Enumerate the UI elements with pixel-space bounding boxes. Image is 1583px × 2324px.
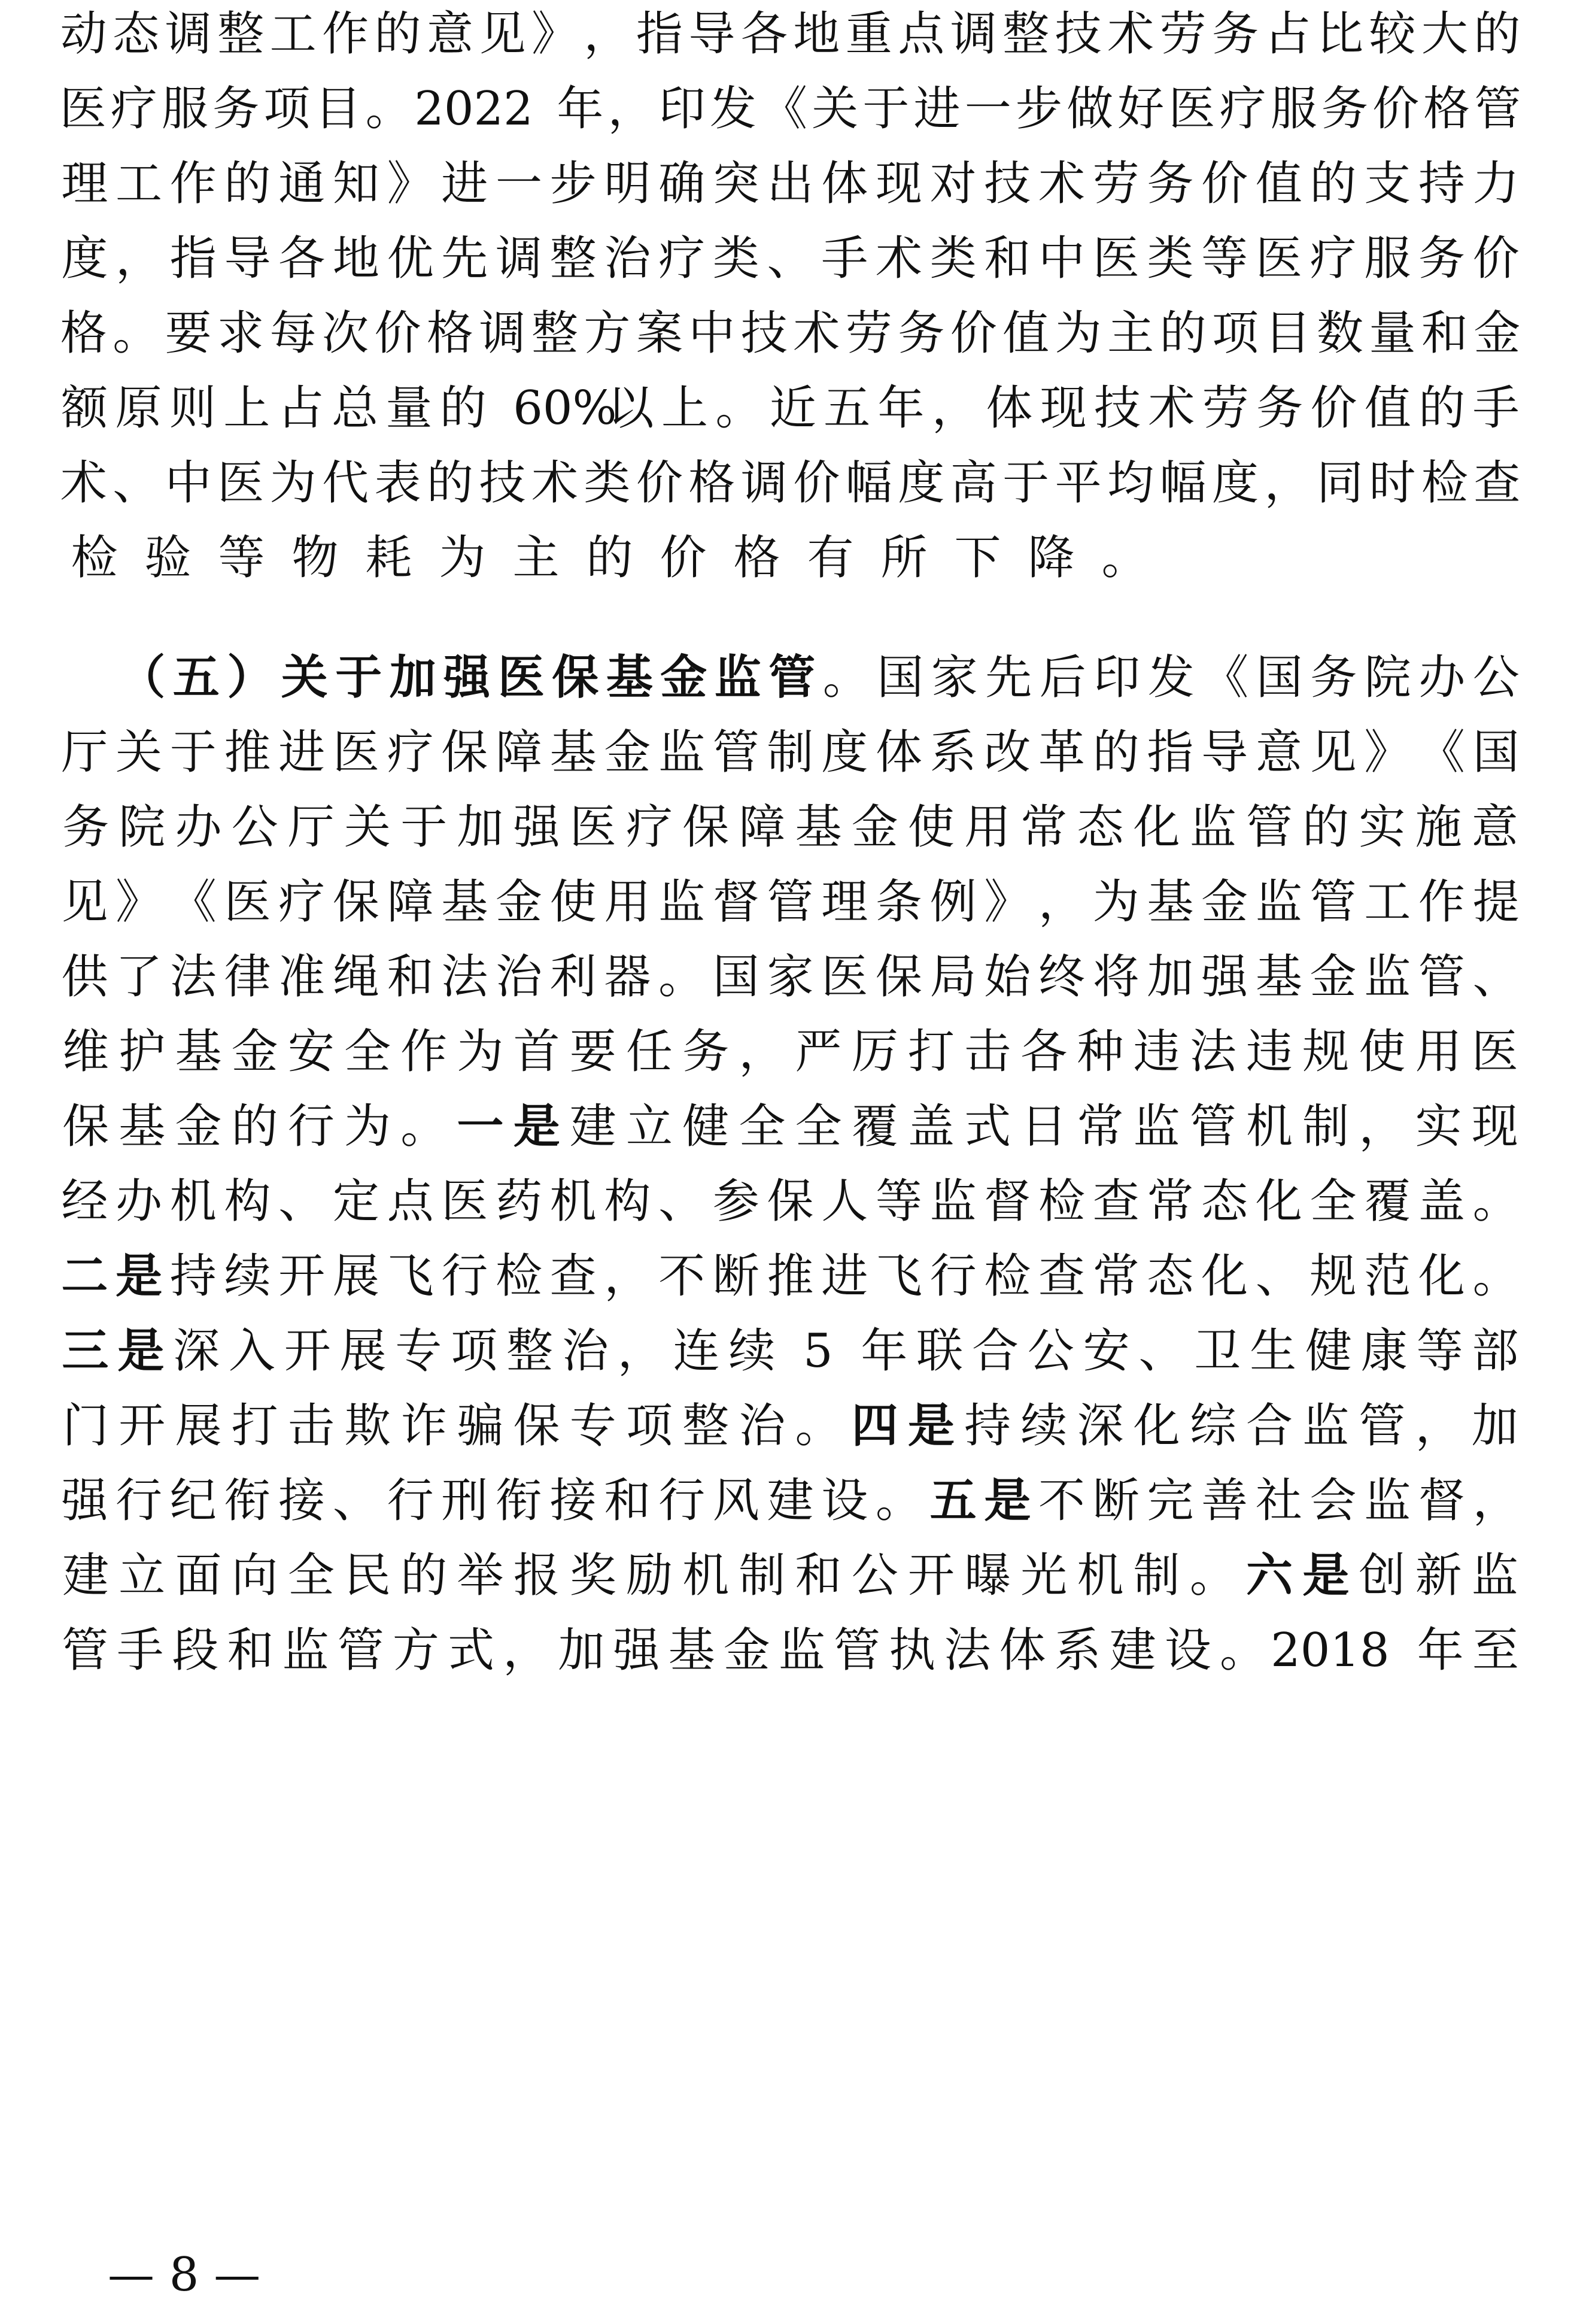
text-line: 度 ， 指 导 各 地 优 先 调 整 治 疗 类 、 手 术 类 和 中 医 类 等 医 疗 服 务 价	[61, 232, 1520, 286]
text-line: 术 、 中 医 为 代 表 的 技 术 类 价 格 调 价 幅 度 高 于 平 均 幅 度 ， 同 时 检 查	[60, 456, 1521, 510]
text-line: 额 原 则 上 占 总 量 的 6 0 % 以 上 。 近 五 年 ， 体 现 技 术 劳 务 价 值 的 手	[61, 381, 1520, 435]
page-number: — 8 —	[108, 2248, 261, 2302]
text-line: 二 是 持 续 开 展 飞 行 检 查 ， 不 断 推 进 飞 行 检 查 常 态 化 、 规 范 化 。	[61, 1249, 1520, 1303]
text-line: （ 五 ） 关 于 加 强 医 保 基 金 监 管 。 国 家 先 后 印 发 《 国 务 院 办 公	[119, 650, 1520, 705]
text-line: 格 。 要 求 每 次 价 格 调 整 方 案 中 技 术 劳 务 价 值 为 主 的 项 目 数 量 和 金	[60, 307, 1521, 360]
text-line: 理 工 作 的 通 知 》 进 一 步 明 确 突 出 体 现 对 技 术 劳 务 价 值 的 支 持 力	[61, 157, 1520, 211]
text-line: 三 是 深 入 开 展 专 项 整 治 ， 连 续 5 年 联 合 公 安 、 卫 生 健 康 等 部	[62, 1324, 1519, 1378]
text-line: 保 基 金 的 行 为 。 一 是 建 立 健 全 全 覆 盖 式 日 常 监 管 机 制 ， 实 现	[62, 1099, 1518, 1154]
text-line: 见 》 《 医 疗 保 障 基 金 使 用 监 督 管 理 条 例 》 ， 为 基 金 监 管 工 作 提	[61, 875, 1520, 929]
text-line: 管 手 段 和 监 管 方 式 ， 加 强 基 金 监 管 执 法 体 系 建 设 。 2 0 1 8 年 至	[62, 1624, 1519, 1677]
text-line: 医 疗 服 务 项 目 。 2 0 2 2 年 ， 印 发 《 关 于 进 一 步 做 好 医 疗 服 务 价 格 管	[59, 82, 1521, 136]
text-line: 检 验 等 物 耗 为 主 的 价 格 有 所 下 降 。	[71, 531, 1148, 585]
text-line: 经 办 机 构 、 定 点 医 药 机 构 、 参 保 人 等 监 督 检 查 常 态 化 全 覆 盖 。	[61, 1175, 1520, 1228]
text-line: 供 了 法 律 准 绳 和 法 治 利 器 。 国 家 医 保 局 始 终 将 加 强 基 金 监 管 、	[61, 950, 1520, 1004]
text-line: 厅 关 于 推 进 医 疗 保 障 基 金 监 管 制 度 体 系 改 革 的 指 导 意 见 》 《 国	[61, 726, 1520, 779]
text-line: 动 态 调 整 工 作 的 意 见 》 ， 指 导 各 地 重 点 调 整 技 术 劳 务 占 比 较 大 的	[60, 7, 1521, 61]
text-line: 强 行 纪 衔 接 、 行 刑 衔 接 和 行 风 建 设 。 五 是 不 断 完 善 社 会 监 督 ，	[61, 1473, 1520, 1528]
text-line: 门 开 展 打 击 欺 诈 骗 保 专 项 整 治 。 四 是 持 续 深 化 综 合 监 管 ， 加	[62, 1398, 1518, 1453]
text-line: 务 院 办 公 厅 关 于 加 强 医 疗 保 障 基 金 使 用 常 态 化 监 管 的 实 施 意	[62, 800, 1518, 854]
text-line: 建 立 面 向 全 民 的 举 报 奖 励 机 制 和 公 开 曝 光 机 制 。 六 是 创 新 监	[62, 1548, 1518, 1603]
text-line: 维 护 基 金 安 全 作 为 首 要 任 务 ， 严 厉 打 击 各 种 违 法 违 规 使 用 医	[62, 1025, 1518, 1079]
